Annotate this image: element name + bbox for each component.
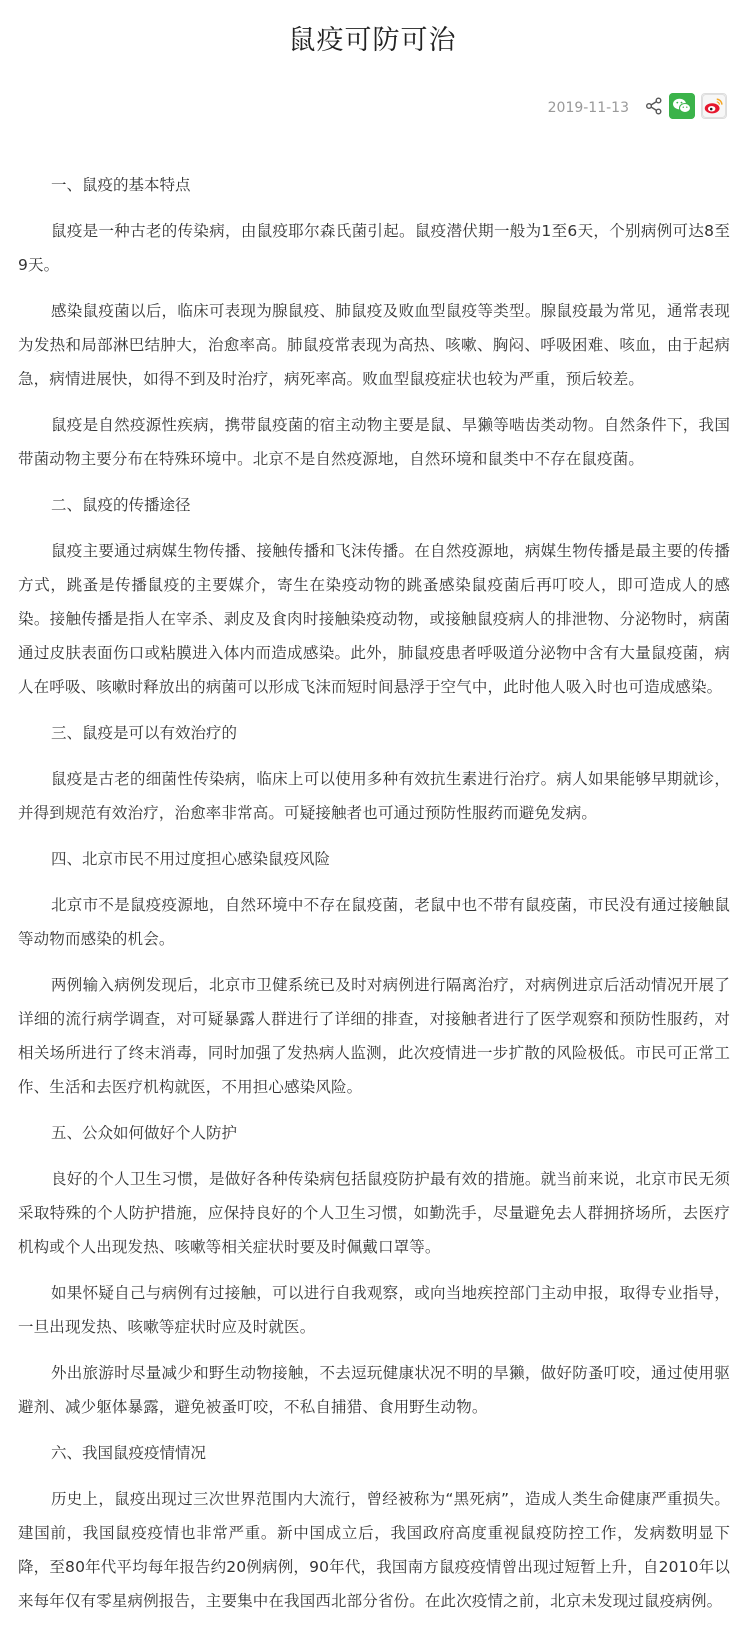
section-heading: 六、我国鼠疫疫情情况 bbox=[51, 1444, 207, 1462]
publish-date: 2019-11-13 bbox=[547, 100, 629, 116]
paragraph: 良好的个人卫生习惯，是做好各种传染病包括鼠疫防护最有效的措施。就当前来说，北京市民无须采取特殊的个人防护措施，应保持良好的个人卫生习惯，如勤洗手，尽量避免去人群拥挤场所，去医疗机构或个人出现发热、咳嗽等相关症状时要及时佩戴口罩等。 bbox=[18, 1170, 730, 1256]
section-heading: 二、鼠疫的传播途径 bbox=[51, 496, 191, 514]
paragraph: 两例输入病例发现后，北京市卫健系统已及时对病例进行隔离治疗，对病例进京后活动情况开展了详细的流行病学调查，对可疑暴露人群进行了详细的排查，对接触者进行了医学观察和预防性服药，对相关场所进行了终末消毒，同时加强了发热病人监测，此次疫情进一步扩散的风险极低。市民可正常工作、生活和去医疗机构就医，不用担心感染风险。 bbox=[18, 976, 730, 1096]
section-heading: 四、北京市民不用过度担心感染鼠疫风险 bbox=[51, 850, 331, 868]
paragraph: 鼠疫是古老的细菌性传染病，临床上可以使用多种有效抗生素进行治疗。病人如果能够早期就诊，并得到规范有效治疗，治愈率非常高。可疑接触者也可通过预防性服药而避免发病。 bbox=[18, 770, 730, 822]
paragraph: 鼠疫是自然疫源性疾病，携带鼠疫菌的宿主动物主要是鼠、旱獭等啮齿类动物。自然条件下，我国带菌动物主要分布在特殊环境中。北京不是自然疫源地，自然环境和鼠类中不存在鼠疫菌。 bbox=[18, 416, 730, 468]
article-meta bbox=[548, 93, 727, 123]
paragraph: 鼠疫是一种古老的传染病，由鼠疫耶尔森氏菌引起。鼠疫潜伏期一般为1至6天，个别病例可达8至9天。 bbox=[18, 222, 730, 274]
paragraph: 如果怀疑自己与病例有过接触，可以进行自我观察，或向当地疾控部门主动申报，取得专业指导，一旦出现发热、咳嗽等症状时应及时就医。 bbox=[18, 1284, 730, 1336]
weibo-icon[interactable] bbox=[701, 93, 727, 123]
section-heading: 一、鼠疫的基本特点 bbox=[51, 176, 191, 194]
paragraph: 北京市不是鼠疫疫源地，自然环境中不存在鼠疫菌，老鼠中也不带有鼠疫菌，市民没有通过接触鼠等动物而感染的机会。 bbox=[18, 896, 730, 948]
share-icon[interactable] bbox=[645, 97, 663, 119]
paragraph: 鼠疫主要通过病媒生物传播、接触传播和飞沫传播。在自然疫源地，病媒生物传播是最主要的传播方式，跳蚤是传播鼠疫的主要媒介，寄生在染疫动物的跳蚤感染鼠疫菌后再叮咬人，即可造成人的感染。接触传播是指人在宰杀、剥皮及食肉时接触染疫动物，或接触鼠疫病人的排泄物、分泌物时，病菌通过皮肤表面伤口或粘膜进入体内而造成感染。此外，肺鼠疫患者呼吸道分泌物中含有大量鼠疫菌，病人在呼吸、咳嗽时释放出的病菌可以形成飞沫而短时间悬浮于空气中，此时他人吸入时也可造成感染。 bbox=[18, 542, 730, 696]
section-heading: 五、公众如何做好个人防护 bbox=[51, 1124, 238, 1142]
paragraph: 感染鼠疫菌以后，临床可表现为腺鼠疫、肺鼠疫及败血型鼠疫等类型。腺鼠疫最为常见，通常表现为发热和局部淋巴结肿大，治愈率高。肺鼠疫常表现为高热、咳嗽、胸闷、呼吸困难、咳血，由于起病急，病情进展快，如得不到及时治疗，病死率高。败血型鼠疫症状也较为严重，预后较差。 bbox=[18, 302, 730, 388]
section-heading: 三、鼠疫是可以有效治疗的 bbox=[51, 724, 238, 742]
page-title: 鼠疫可防可治 bbox=[288, 25, 457, 56]
paragraph: 外出旅游时尽量减少和野生动物接触，不去逗玩健康状况不明的旱獭，做好防蚤叮咬，通过使用驱避剂、减少躯体暴露，避免被蚤叮咬，不私自捕猎、食用野生动物。 bbox=[18, 1364, 730, 1416]
paragraph: 历史上，鼠疫出现过三次世界范围内大流行，曾经被称为“黑死病”，造成人类生命健康严重损失。建国前，我国鼠疫疫情也非常严重。新中国成立后，我国政府高度重视鼠疫防控工作，发病数明显下降，至80年代平均每年报告约20例病例，90年代，我国南方鼠疫疫情曾出现过短暂上升，自2010年以来每年仅有零星病例报告，主要集中在我国西北部分省份。在此次疫情之前，北京未发现过鼠疫病例。 bbox=[18, 1490, 730, 1610]
article-body bbox=[18, 168, 730, 1630]
wechat-icon[interactable] bbox=[669, 93, 695, 123]
